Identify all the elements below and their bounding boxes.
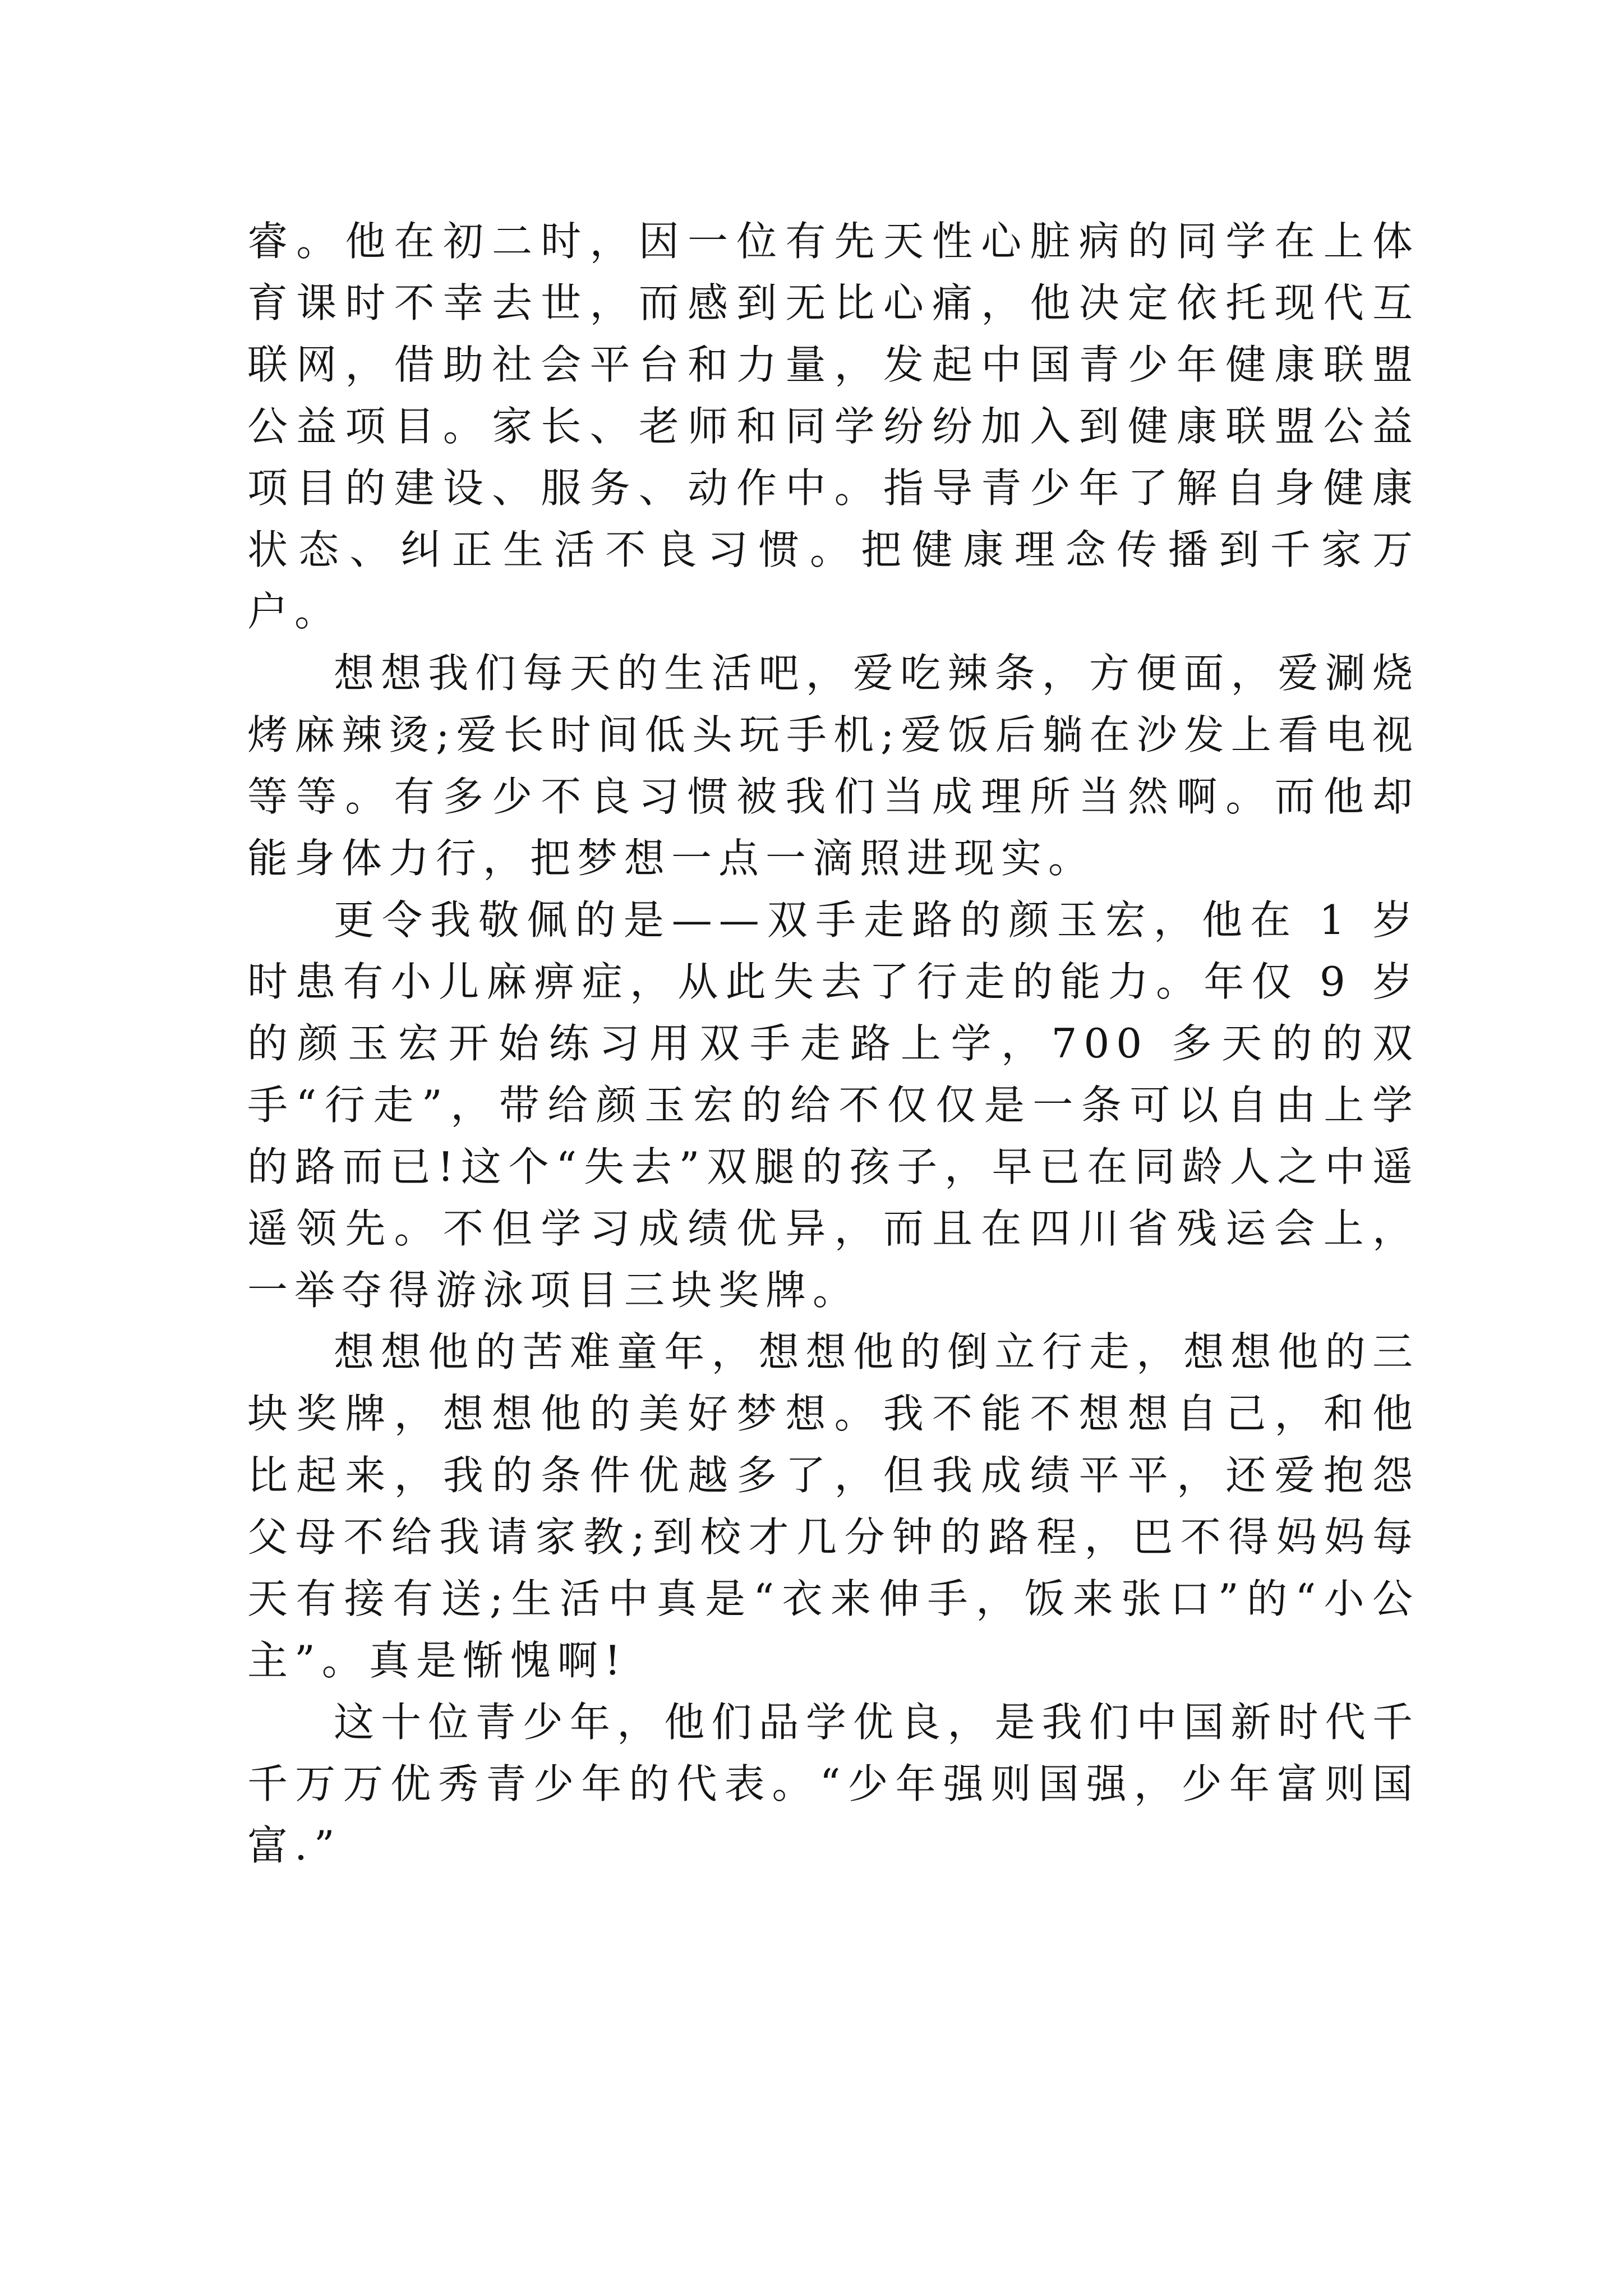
paragraph-4: 想想他的苦难童年，想想他的倒立行走，想想他的三块奖牌，想想他的美好梦想。我不能不想想自己，和他比起来，我的条件优越多了，但我成绩平平，还爱抱怨父母不给我请家教;到校才几分钟的路程，巴不得妈妈每天有接有送;生活中真是“衣来伸手，饭来张口”的“小公主”。真是惭愧啊! [247, 1328, 1419, 1684]
paragraph-5: 这十位青少年，他们品学优良，是我们中国新时代千千万万优秀青少年的代表。“少年强则国强，少年富则国富.” [247, 1699, 1419, 1869]
paragraph-2: 想想我们每天的生活吧，爱吃辣条，方便面，爱涮烧烤麻辣烫;爱长时间低头玩手机;爱饭后躺在沙发上看电视等等。有多少不良习惯被我们当成理所当然啊。而他却能身体力行，把梦想一点一滴照进现实。 [247, 650, 1419, 882]
paragraph-1: 睿。他在初二时，因一位有先天性心脏病的同学在上体育课时不幸去世，而感到无比心痛，他决定依托现代互联网，借助社会平台和力量，发起中国青少年健康联盟公益项目。家长、老师和同学纷纷加入到健康联盟公益项目的建设、服务、动作中。指导青少年了解自身健康状态、纠正生活不良习惯。把健康理念传播到千家万户。 [247, 218, 1419, 635]
paragraph-3: 更令我敬佩的是——双手走路的颜玉宏，他在 1 岁时患有小儿麻痹症，从此失去了行走的能力。年仅 9 岁的颜玉宏开始练习用双手走路上学，700 多天的的双手“行走”，带给颜玉宏的给不仅仅是一条可以自由上学的路而已!这个“失去”双腿的孩子，早已在同龄人之中遥遥领先。不但学习成绩优异，而且在四川省残运会上，一举夺得游泳项目三块奖牌。 [247, 896, 1419, 1314]
document-body [247, 210, 1419, 1876]
